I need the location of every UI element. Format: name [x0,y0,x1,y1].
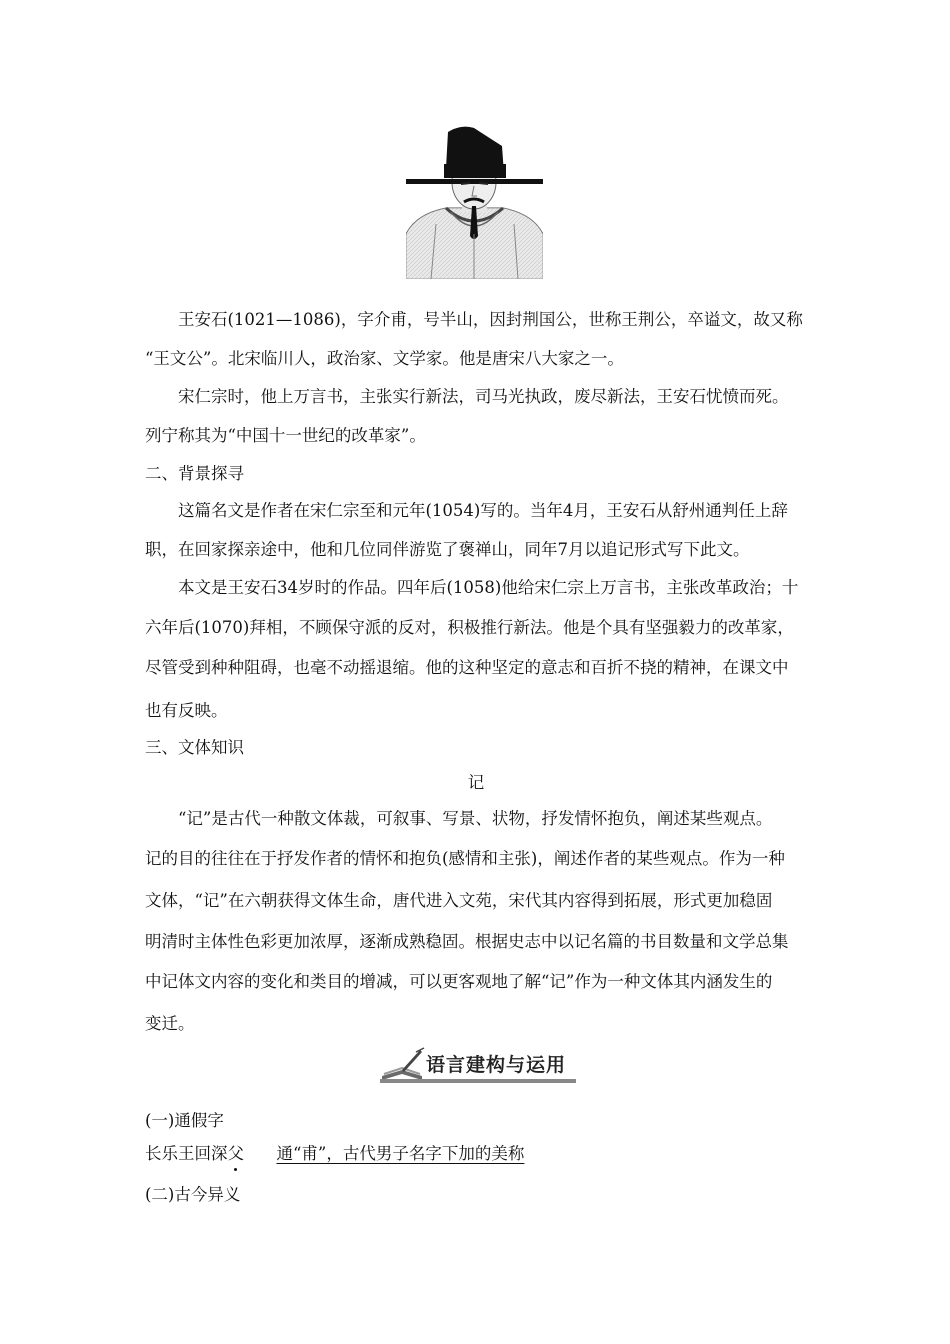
bio-paragraph-1-line-2: “王文公”。北宋临川人，政治家、文学家。他是唐宋八大家之一。 [145,349,624,368]
background-paragraph-2-line-1: 本文是王安石34岁时的作品。四年后(1058)他给宋仁宗上万言书，主张改革政治；十 [178,578,799,597]
genre-paragraph-line-2: 记的目的往往在于抒发作者的情怀和抱负(感情和主张)，阐述作者的某些观点。作为一种 [145,849,785,868]
tongjia-phrase-prefix: 长乐王回深 [145,1144,228,1163]
section-heading-tongjia: (一)通假字 [145,1111,224,1130]
portrait-illustration [406,124,543,279]
section-banner [380,1046,580,1084]
genre-paragraph-line-1: “记”是古代一种散文体裁，可叙事、写景、状物，抒发情怀抱负，阐述某些观点。 [178,809,773,828]
background-paragraph-2-line-4: 也有反映。 [145,701,228,720]
bio-paragraph-2-line-1: 宋仁宗时，他上万言书，主张实行新法，司马光执政，废尽新法，王安石忧愤而死。 [178,387,789,406]
tongjia-explanation: 通“甫”，古代男子名字下加的美称 [276,1144,525,1163]
section-heading-genre: 三、文体知识 [145,738,244,757]
banner-underline [380,1079,576,1083]
genre-paragraph-line-6: 变迁。 [145,1014,195,1033]
section-heading-background: 二、背景探寻 [145,464,244,483]
bio-paragraph-1-line-1: 王安石(1021—1086)，字介甫，号半山，因封荆国公，世称王荆公，卒谥文，故又称 [178,310,803,329]
background-paragraph-2-line-3: 尽管受到种种阻碍，也毫不动摇退缩。他的这种坚定的意志和百折不挠的精神，在课文中 [145,658,789,677]
genre-paragraph-line-4: 明清时主体性色彩更加浓厚，逐渐成熟稳固。根据史志中以记名篇的书目数量和文学总集 [145,932,789,951]
bio-paragraph-2-line-2: 列宁称其为“中国十一世纪的改革家”。 [145,426,426,445]
section-heading-gujin: (二)古今异义 [145,1185,241,1204]
genre-paragraph-line-5: 中记体文内容的变化和类目的增减，可以更客观地了解“记”作为一种文体其内涵发生的 [145,972,773,991]
background-paragraph-1-line-1: 这篇名文是作者在宋仁宗至和元年(1054)写的。当年4月，王安石从舒州通判任上辞 [178,501,788,520]
tongjia-entry [145,1143,807,1165]
genre-paragraph-line-3: 文体，“记”在六朝获得文体生命，唐代进入文苑，宋代其内容得到拓展，形式更加稳固 [145,891,773,910]
background-paragraph-2-line-2: 六年后(1070)拜相，不顾保守派的反对，积极推行新法。他是个具有坚强毅力的改革家， [145,618,794,637]
tongjia-highlighted-char: 父 [227,1144,244,1163]
banner-title: 语言建构与运用 [426,1054,567,1076]
genre-subtitle: 记 [467,773,485,792]
background-paragraph-1-line-2: 职，在回家探亲途中，他和几位同伴游览了褒禅山，同年7月以追记形式写下此文。 [145,540,750,559]
tongjia-phrase [145,1144,244,1163]
